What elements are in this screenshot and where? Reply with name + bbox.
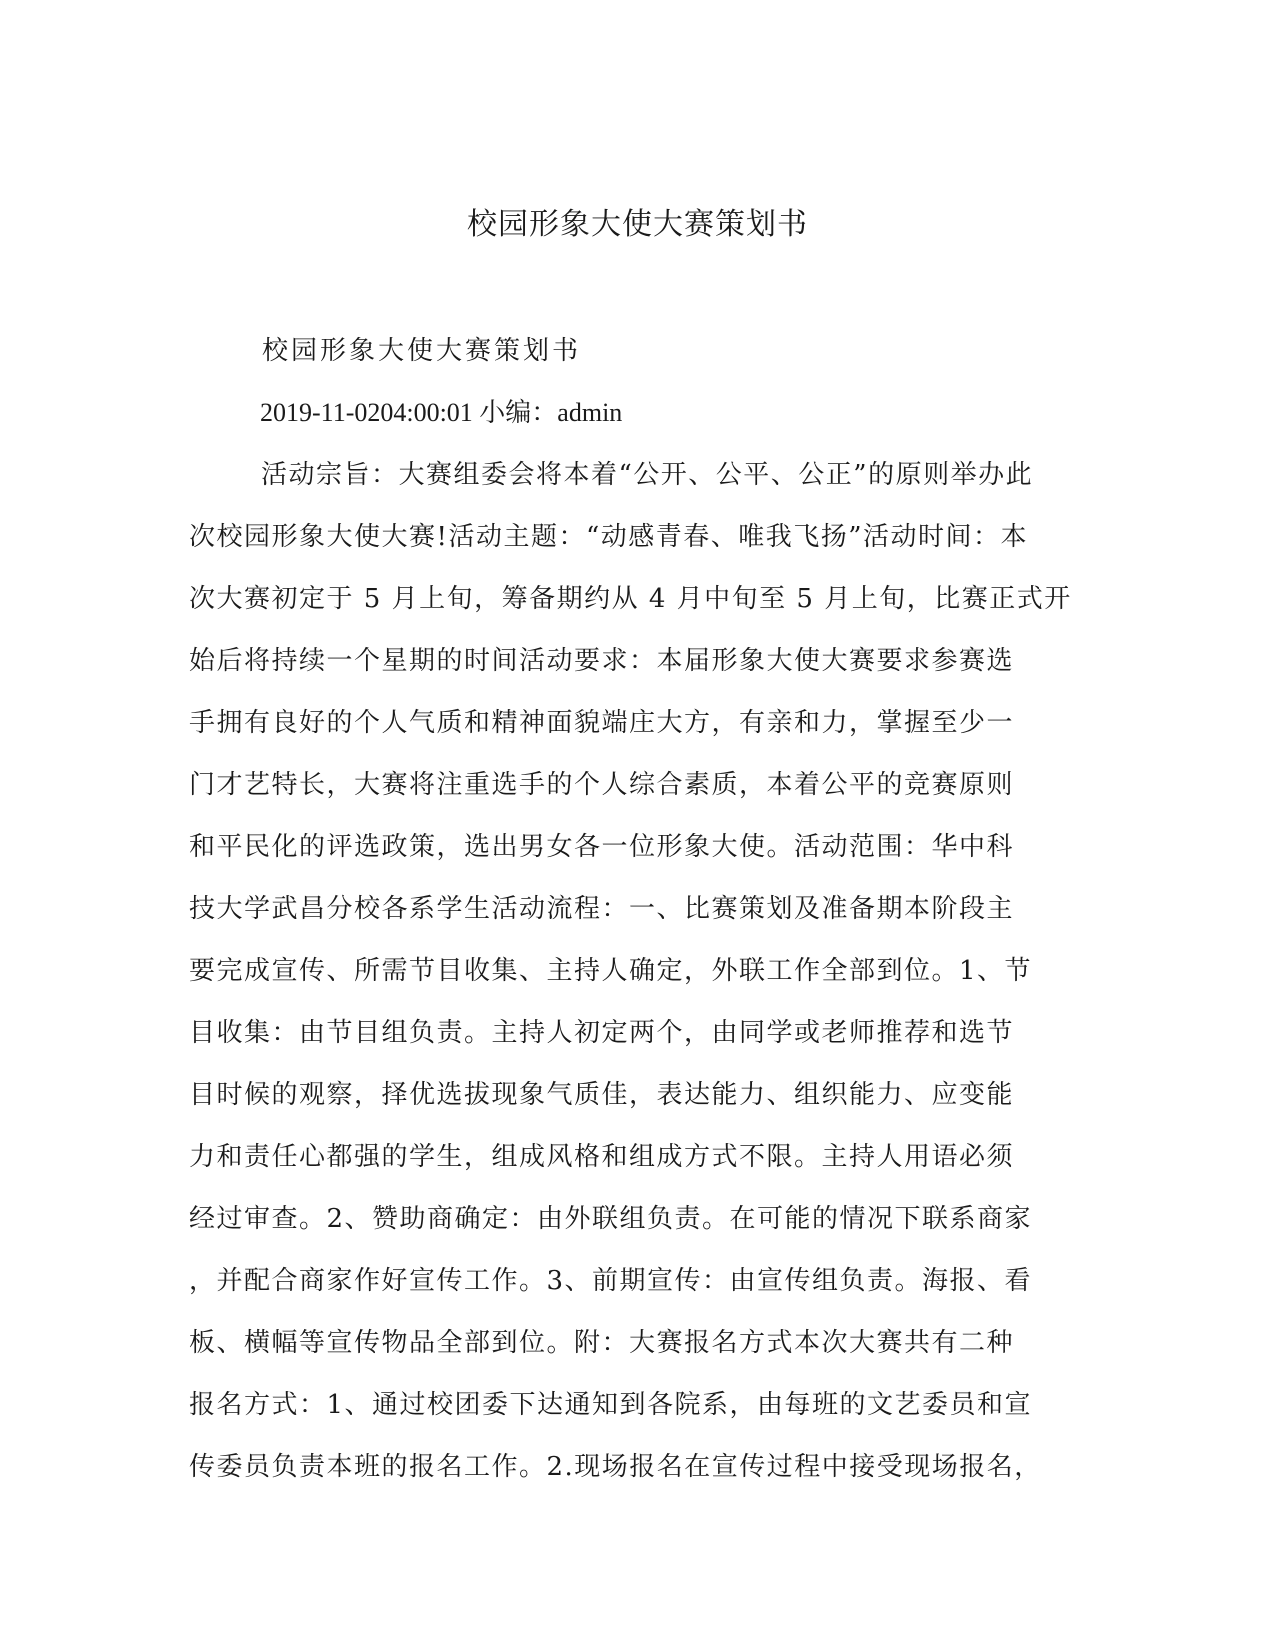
post-meta: 2019-11-0204:00:01 小编：admin [260,398,623,427]
paragraph-line: 目时候的观察，择优选拔现象气质佳，表达能力、组织能力、应变能 [189,1080,1015,1110]
paragraph-line: 门才艺特长，大赛将注重选手的个人综合素质，本着公平的竞赛原则 [189,770,1015,800]
paragraph-line: ，并配合商家作好宣传工作。3、前期宣传：由宣传组负责。海报、看 [189,1266,1033,1296]
document-subtitle: 校园形象大使大赛策划书 [262,336,582,366]
paragraph-line: 板、横幅等宣传物品全部到位。附：大赛报名方式本次大赛共有二种 [189,1328,1015,1358]
paragraph-line: 技大学武昌分校各系学生活动流程：一、比赛策划及准备期本阶段主 [189,894,1015,924]
paragraph-line: 次校园形象大使大赛!活动主题：“动感青春、唯我飞扬”活动时间：本 [189,522,1029,552]
paragraph-line: 和平民化的评选政策，选出男女各一位形象大使。活动范围：华中科 [189,832,1015,862]
paragraph-line: 报名方式：1、通过校团委下达通知到各院系，由每班的文艺委员和宣 [189,1390,1033,1420]
body-paragraph [189,457,1089,1511]
paragraph-line: 次大赛初定于 5 月上旬，筹备期约从 4 月中旬至 5 月上旬，比赛正式开 [189,584,1072,614]
paragraph-line: 力和责任心都强的学生，组成风格和组成方式不限。主持人用语必须 [189,1142,1015,1172]
paragraph-line: 手拥有良好的个人气质和精神面貌端庄大方，有亲和力，掌握至少一 [189,708,1015,738]
paragraph-line: 始后将持续一个星期的时间活动要求：本届形象大使大赛要求参赛选 [189,646,1015,676]
paragraph-line: 传委员负责本班的报名工作。2.现场报名在宣传过程中接受现场报名， [189,1452,1042,1482]
document-title: 校园形象大使大赛策划书 [467,207,808,242]
paragraph-line: 目收集：由节目组负责。主持人初定两个，由同学或老师推荐和选节 [189,1018,1015,1048]
paragraph-line: 要完成宣传、所需节目收集、主持人确定，外联工作全部到位。1、节 [189,956,1033,986]
paragraph-line: 活动宗旨：大赛组委会将本着“公开、公平、公正”的原则举办此 [261,460,1034,490]
paragraph-line: 经过审查。2、赞助商确定：由外联组负责。在可能的情况下联系商家 [189,1204,1033,1234]
